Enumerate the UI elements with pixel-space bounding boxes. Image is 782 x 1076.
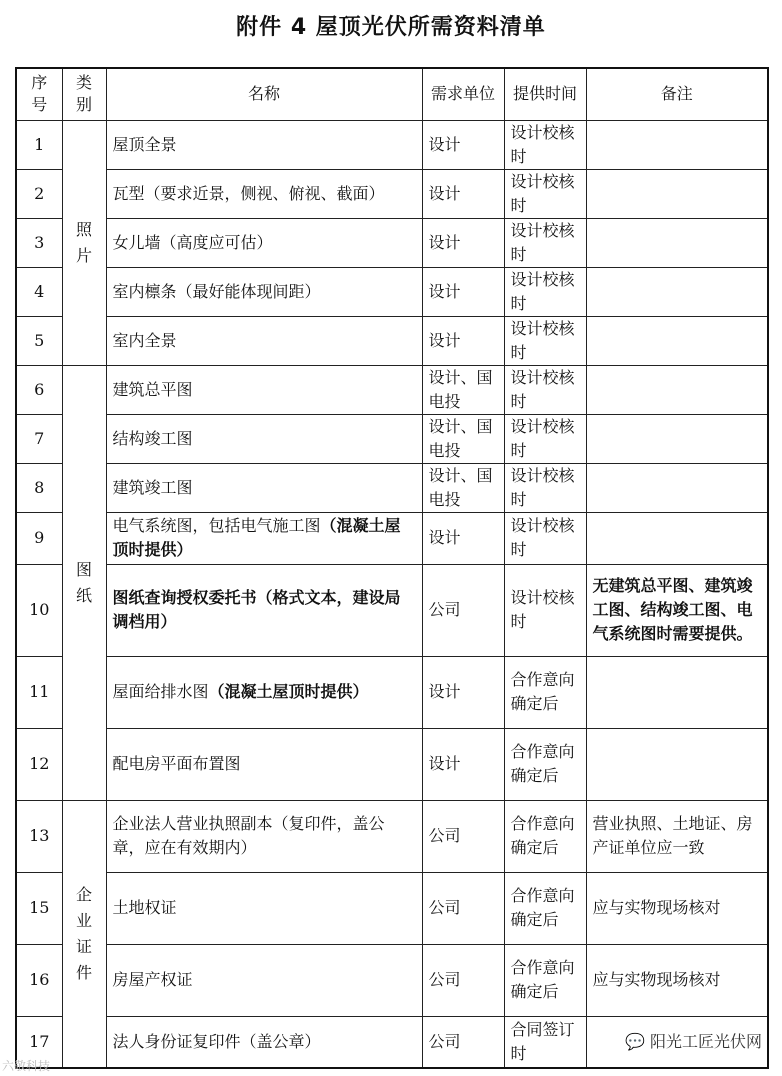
category-label: 照片 (75, 219, 92, 265)
row-name (106, 463, 422, 512)
row-name-text: 结构竣工图 (112, 428, 193, 448)
row-name (106, 169, 422, 218)
row-dept: 设计 (422, 728, 504, 800)
row-time: 合同签订时 (504, 1016, 586, 1068)
row-seq: 8 (16, 463, 62, 512)
row-dept: 公司 (422, 944, 504, 1016)
row-name (106, 512, 422, 564)
row-name (106, 944, 422, 1016)
table-row (16, 800, 768, 872)
row-dept: 设计、国电投 (422, 463, 504, 512)
row-name-text: 建筑竣工图 (112, 477, 193, 497)
row-seq: 3 (16, 218, 62, 267)
row-seq: 6 (16, 365, 62, 414)
row-name-text: 屋面给排水图 (112, 682, 209, 701)
row-name-text: 电气系统图，包括电气施工图 (112, 516, 321, 535)
row-dept: 设计 (422, 512, 504, 564)
row-dept: 公司 (422, 1016, 504, 1068)
row-name (106, 656, 422, 728)
row-name (106, 872, 422, 944)
corner-watermark: 六敬科技 (2, 1059, 51, 1073)
row-note (586, 512, 768, 564)
row-name-bold: （混凝土屋顶时提供） (208, 682, 369, 701)
row-name (106, 316, 422, 365)
watermark: 💬 阳光工匠光伏网 (621, 1027, 766, 1054)
table-row (16, 267, 768, 316)
table-row (16, 169, 768, 218)
row-note (586, 267, 768, 316)
row-time: 设计校核时 (504, 218, 586, 267)
row-name-text: 屋顶全景 (112, 134, 177, 154)
row-dept: 设计 (422, 218, 504, 267)
row-note (586, 169, 768, 218)
row-seq: 16 (16, 944, 62, 1016)
table-row (16, 365, 768, 414)
document-title: 附件 4 屋顶光伏所需资料清单 (236, 15, 546, 40)
table-row (16, 656, 768, 728)
row-name-text: 瓦型（要求近景，侧视、俯视、截面） (112, 183, 385, 203)
table-row (16, 316, 768, 365)
row-dept: 设计 (422, 120, 504, 169)
row-name (106, 120, 422, 169)
row-time: 设计校核时 (504, 120, 586, 169)
row-note (586, 656, 768, 728)
row-note (586, 218, 768, 267)
row-seq: 7 (16, 414, 62, 463)
table-header-row (16, 68, 768, 120)
row-note (586, 120, 768, 169)
row-name (106, 365, 422, 414)
row-note: 无建筑总平图、建筑竣工图、结构竣工图、电气系统图时需要提供。 (586, 564, 768, 656)
row-seq: 9 (16, 512, 62, 564)
header-dept: 需求单位 (422, 68, 504, 120)
row-seq: 5 (16, 316, 62, 365)
header-seq: 序号 (16, 68, 62, 120)
row-seq: 10 (16, 564, 62, 656)
table-row (16, 414, 768, 463)
row-category (62, 365, 106, 800)
header-name: 名称 (106, 68, 422, 120)
row-name-text: 女儿墙（高度应可估） (112, 232, 273, 252)
row-name (106, 218, 422, 267)
row-time: 设计校核时 (504, 512, 586, 564)
row-seq: 17 (16, 1016, 62, 1068)
header-note: 备注 (586, 68, 768, 120)
row-category (62, 120, 106, 365)
table-row (16, 872, 768, 944)
row-seq: 13 (16, 800, 62, 872)
row-dept: 设计 (422, 267, 504, 316)
wechat-icon: 💬 (624, 1032, 645, 1051)
row-note: 营业执照、土地证、房产证单位应一致 (586, 800, 768, 872)
row-seq: 2 (16, 169, 62, 218)
table-row (16, 564, 768, 656)
row-seq: 12 (16, 728, 62, 800)
row-name (106, 728, 422, 800)
row-time: 设计校核时 (504, 169, 586, 218)
materials-table (15, 67, 769, 1069)
table-row (16, 512, 768, 564)
row-name-text: 建筑总平图 (112, 379, 193, 399)
row-note: 应与实物现场核对 (586, 944, 768, 1016)
row-note (586, 365, 768, 414)
row-name-text: 房屋产权证 (112, 970, 193, 989)
row-time: 合作意向确定后 (504, 656, 586, 728)
row-dept: 公司 (422, 564, 504, 656)
row-dept: 设计、国电投 (422, 365, 504, 414)
row-note (586, 463, 768, 512)
row-name-text: 土地权证 (112, 898, 177, 917)
row-dept: 设计 (422, 316, 504, 365)
category-label: 企业证件 (75, 884, 92, 982)
row-time: 设计校核时 (504, 463, 586, 512)
row-note (586, 316, 768, 365)
row-time: 合作意向确定后 (504, 800, 586, 872)
table-row (16, 944, 768, 1016)
row-time: 设计校核时 (504, 316, 586, 365)
table-row (16, 218, 768, 267)
row-time: 设计校核时 (504, 267, 586, 316)
table-row (16, 120, 768, 169)
row-category (62, 800, 106, 1068)
row-seq: 4 (16, 267, 62, 316)
row-name-text: 企业法人营业执照副本（复印件，盖公章，应在有效期内） (112, 814, 385, 857)
row-name (106, 564, 422, 656)
row-name-text: 法人身份证复印件（盖公章） (112, 1031, 321, 1051)
row-dept: 设计 (422, 656, 504, 728)
row-name-bold: （混凝土屋顶时提供） (112, 516, 401, 559)
row-name (106, 414, 422, 463)
row-dept: 设计 (422, 169, 504, 218)
row-name-text: 室内全景 (112, 330, 177, 350)
row-time: 合作意向确定后 (504, 944, 586, 1016)
header-time: 提供时间 (504, 68, 586, 120)
row-dept: 设计、国电投 (422, 414, 504, 463)
row-name (106, 1016, 422, 1068)
table-row (16, 728, 768, 800)
row-time: 设计校核时 (504, 564, 586, 656)
row-time: 设计校核时 (504, 365, 586, 414)
category-label: 图纸 (75, 559, 92, 605)
header-category: 类别 (62, 68, 106, 120)
row-note (586, 414, 768, 463)
row-name (106, 800, 422, 872)
row-time: 合作意向确定后 (504, 728, 586, 800)
row-dept: 公司 (422, 800, 504, 872)
row-note (586, 728, 768, 800)
row-name (106, 267, 422, 316)
table-row (16, 463, 768, 512)
row-note: 应与实物现场核对 (586, 872, 768, 944)
row-seq: 15 (16, 872, 62, 944)
row-time: 设计校核时 (504, 414, 586, 463)
row-dept: 公司 (422, 872, 504, 944)
row-seq: 1 (16, 120, 62, 169)
row-time: 合作意向确定后 (504, 872, 586, 944)
row-name-text: 室内檩条（最好能体现间距） (112, 281, 321, 301)
row-seq: 11 (16, 656, 62, 728)
row-name-bold: 图纸查询授权委托书（格式文本，建设局调档用） (112, 588, 401, 631)
row-name-text: 配电房平面布置图 (112, 754, 241, 773)
